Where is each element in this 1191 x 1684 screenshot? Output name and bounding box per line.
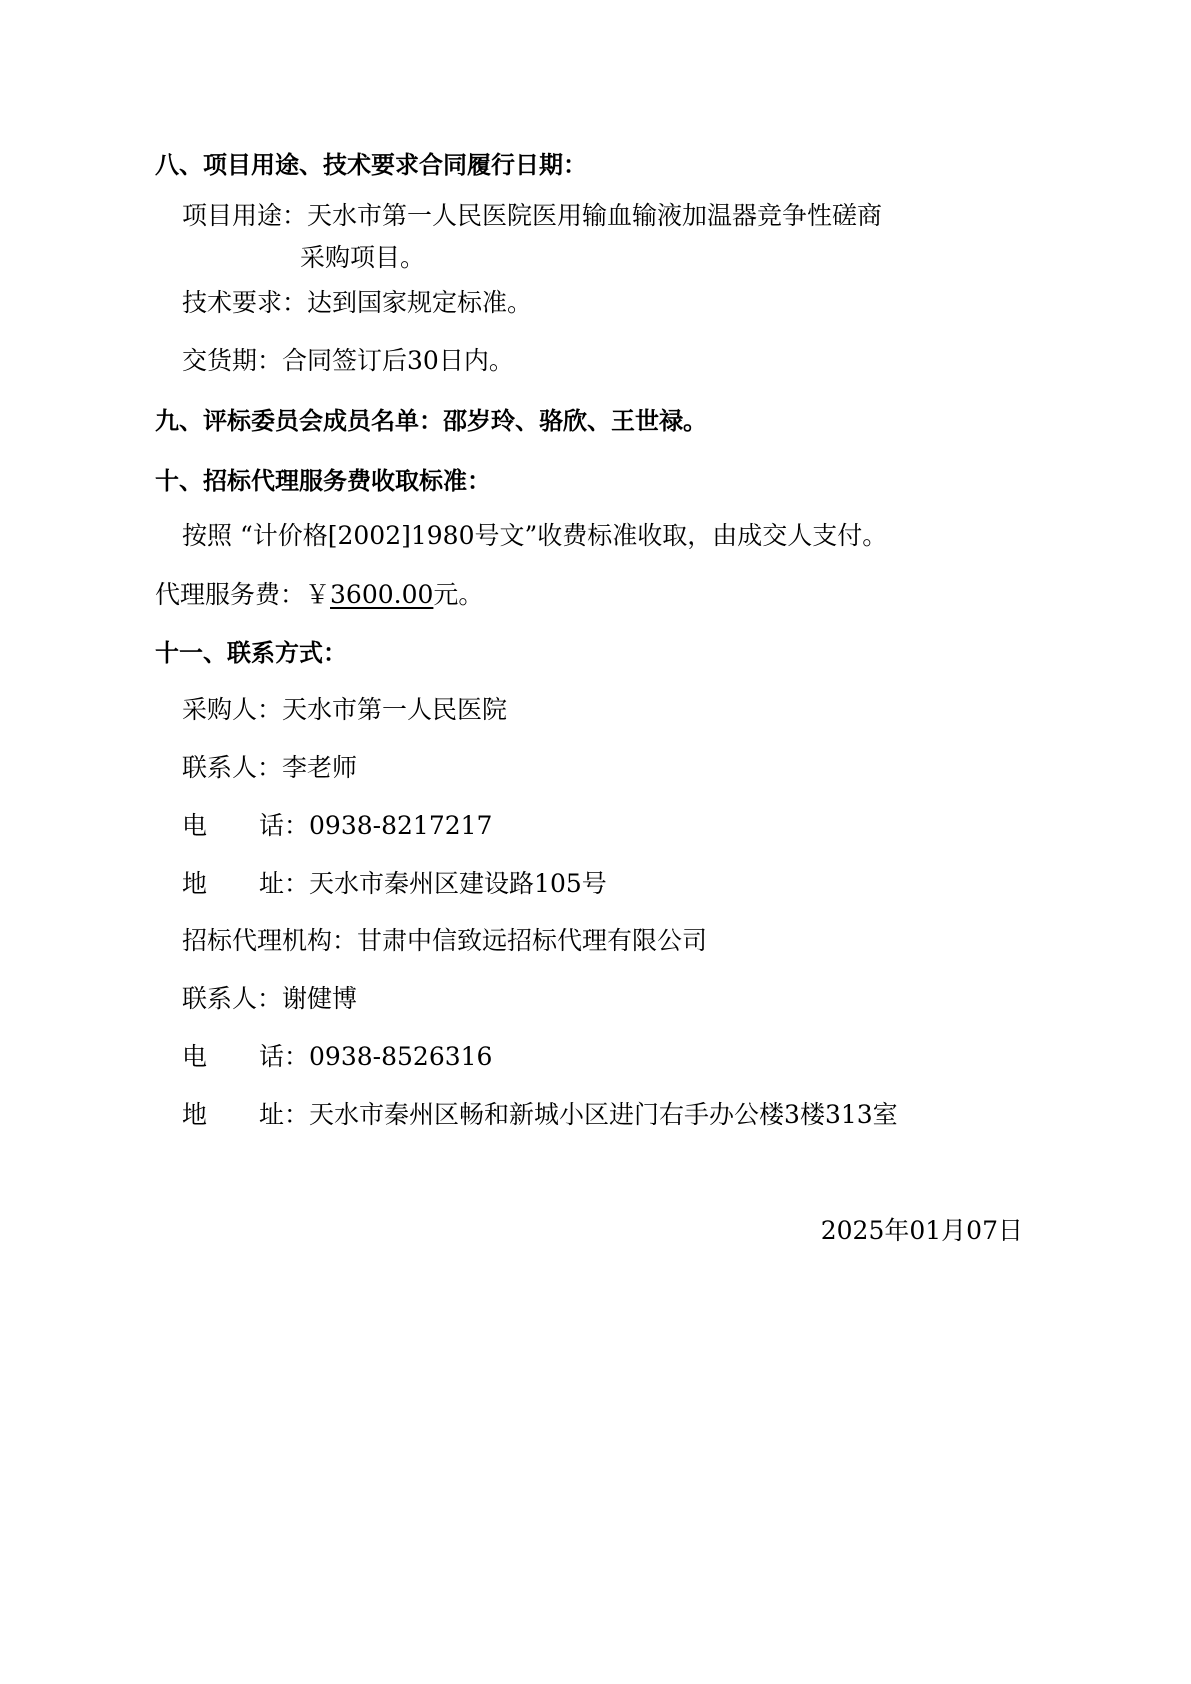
phone1-row	[182, 811, 492, 841]
purpose-value-line1: 天水市第一人民医院医用输血输液加温器竞争性磋商	[307, 201, 883, 230]
agency-value: 甘肃中信致远招标代理有限公司	[357, 926, 708, 955]
contact1-value: 李老师	[282, 753, 358, 782]
phone2-label-a: 电	[182, 1042, 208, 1071]
contact2-row	[182, 984, 357, 1014]
purpose-label: 项目用途：	[182, 201, 308, 230]
addr1-value: 天水市秦州区建设路105号	[309, 869, 607, 898]
tech-row	[182, 288, 532, 318]
agency-row	[182, 926, 707, 956]
contact1-row	[182, 753, 357, 783]
contact2-label: 联系人：	[182, 984, 283, 1013]
purchaser-row	[182, 695, 507, 725]
fee-unit: 元。	[433, 580, 484, 609]
phone2-row	[182, 1042, 492, 1072]
addr2-label-a: 地	[182, 1100, 208, 1129]
purchaser-label: 采购人：	[182, 695, 283, 724]
tech-label: 技术要求：	[182, 288, 308, 317]
section-8-heading: 八、项目用途、技术要求合同履行日期：	[155, 151, 587, 179]
phone1-label-a: 电	[182, 811, 208, 840]
phone2-label-b: 话：	[259, 1042, 310, 1071]
addr2-label-b: 址：	[259, 1100, 310, 1129]
contact1-label: 联系人：	[182, 753, 283, 782]
purpose-value-line2: 采购项目。	[300, 243, 426, 272]
section-9-heading: 九、评标委员会成员名单：邵岁玲、骆欣、王世禄。	[155, 407, 707, 435]
section-10-heading: 十、招标代理服务费收取标准：	[155, 467, 491, 495]
phone2-value: 0938-8526316	[309, 1042, 493, 1071]
purchaser-value: 天水市第一人民医院	[282, 695, 508, 724]
addr1-label-b: 址：	[259, 869, 310, 898]
addr2-value: 天水市秦州区畅和新城小区进门右手办公楼3楼313室	[309, 1100, 898, 1129]
delivery-row	[182, 346, 514, 376]
purpose-row	[182, 201, 882, 231]
delivery-label: 交货期：	[182, 346, 283, 375]
delivery-value: 合同签订后30日内。	[282, 346, 514, 375]
tech-value: 达到国家规定标准。	[307, 288, 533, 317]
document-date: 2025年01月07日	[820, 1216, 1023, 1245]
addr1-row	[182, 869, 607, 899]
fee-label: 代理服务费：￥	[155, 580, 331, 609]
contact2-value: 谢健博	[282, 984, 358, 1013]
addr2-row	[182, 1100, 898, 1130]
section-11-heading: 十一、联系方式：	[155, 639, 347, 667]
phone1-label-b: 话：	[259, 811, 310, 840]
agency-label: 招标代理机构：	[182, 926, 358, 955]
phone1-value: 0938-8217217	[309, 811, 493, 840]
fee-row	[155, 580, 483, 610]
fee-amount: 3600.00	[330, 580, 434, 609]
addr1-label-a: 地	[182, 869, 208, 898]
fee-basis: 按照 “计价格[2002]1980号文”收费标准收取，由成交人支付。	[182, 521, 888, 550]
